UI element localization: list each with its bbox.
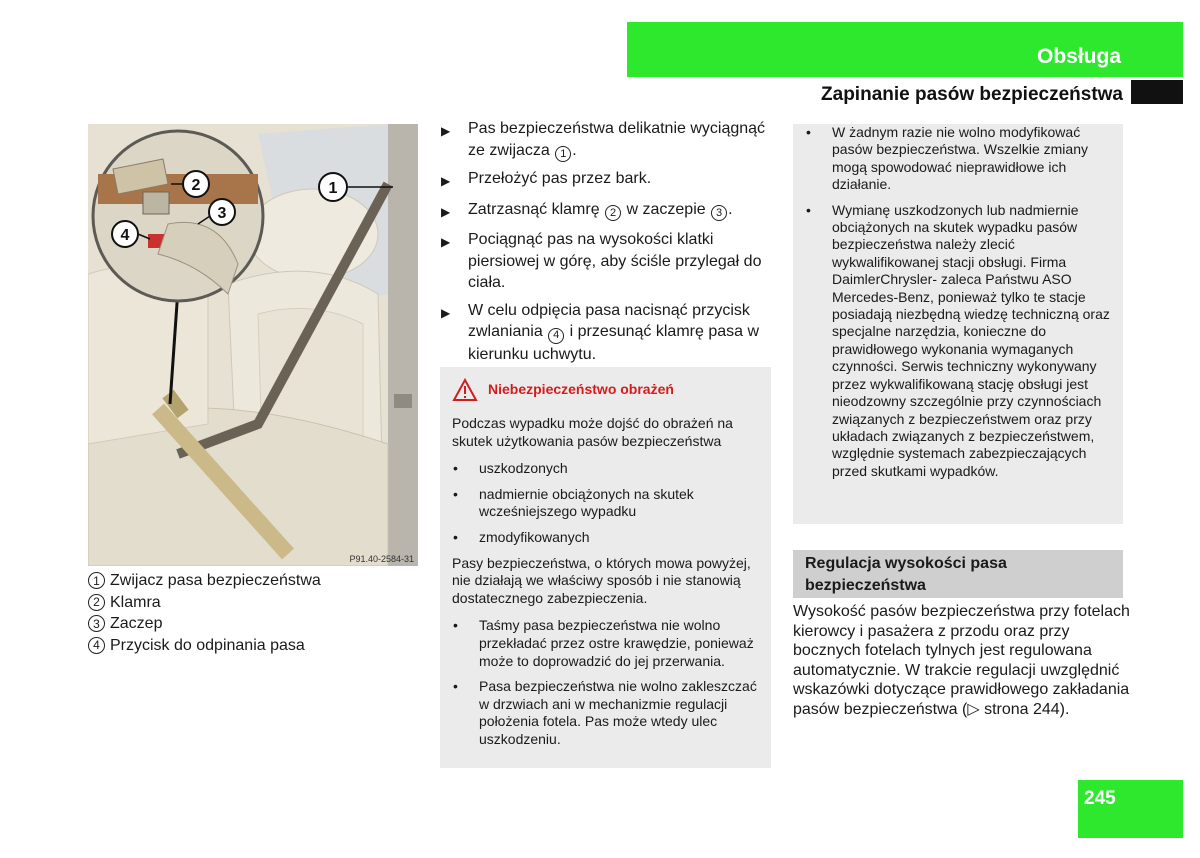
triangle-bullet-icon: ▶ xyxy=(441,235,451,249)
triangle-bullet-icon: ▶ xyxy=(441,174,451,188)
legend-item: 2 Klamra xyxy=(88,592,321,614)
triangle-bullet-icon: ▶ xyxy=(441,204,451,219)
list-item: • Pasa bezpieczeństwa nie wolno zakleszczać w drzwiach ani w mechanizmie regulacji położenia fotela. Pas może wtedy ulec uszkodzeniu. xyxy=(453,678,757,747)
list-item: • uszkodzonych xyxy=(453,460,568,477)
header-marker xyxy=(1131,80,1183,104)
list-item: • W żadnym razie nie wolno modyfikować pasów bezpieczeństwa. Wszelkie zmiany mogą spowodować nieprawidłowe ich działanie. xyxy=(806,124,1088,193)
section-header-bar xyxy=(627,22,1183,77)
list-item: • nadmiernie obciążonych na skutek wcześniejszego wypadku xyxy=(453,485,694,520)
notes-box xyxy=(793,124,1123,524)
step-item: ▶ Przełożyć pas przez bark. xyxy=(441,168,771,193)
step-item: ▶ W celu odpięcia pasa nacisnąć przycisk zwlaniania 4 i przesunąć klamrę pasa w kierunku uchwytu. xyxy=(441,300,771,366)
step-item: ▶ Pociągnąć pas na wysokości klatki piersiowej w górę, aby ściśle przylegał do ciała. xyxy=(441,229,771,294)
figure-code: P91.40-2584-31 xyxy=(349,554,414,564)
section-title: Obsługa xyxy=(1036,45,1121,68)
triangle-bullet-icon: ▶ xyxy=(441,305,451,320)
section-heading: Regulacja wysokości pasa bezpieczeństwa xyxy=(793,550,1123,598)
svg-text:2: 2 xyxy=(191,177,201,194)
section-body: Wysokość pasów bezpieczeństwa przy fotelach kierowcy i pasażera z przodu oraz przy bocznych fotelach tylnych jest regulowana automatycznie. W trakcie regulacji uwzględnić wskazówki dotyczące prawidłowego zakładania pasów bezpieczeństwa (▷ strona 244). xyxy=(793,603,1130,718)
svg-text:4: 4 xyxy=(120,227,130,244)
warning-box xyxy=(440,367,771,768)
warning-heading: Niebezpieczeństwo obrażeń xyxy=(452,377,759,403)
warning-paragraph: Pasy bezpieczeństwa, o których mowa powyżej, nie działają we właściwy sposób i nie stanowią dostatecznego zabezpieczenia. xyxy=(452,554,751,606)
list-item: • Taśmy pasa bezpieczeństwa nie wolno przekładać przez ostre krawędzie, ponieważ może to doprowadzić do jej przerwania. xyxy=(453,617,754,669)
svg-text:3: 3 xyxy=(217,205,227,222)
page-number: 245 xyxy=(1078,780,1183,838)
legend-item: 4 Przycisk do odpinania pasa xyxy=(88,635,321,657)
list-item: • Wymianę uszkodzonych lub nadmiernie obciążonych na skutek wypadku pasów bezpieczeństwa należy zlecić wykwalifikowanej stacji obsługi. Firma DaimlerChrysler- zaleca Państwu ASO Mercedes-Benz, ponieważ tylko te stacje posiadają niezbędną wiedzę techniczną oraz specjalne narzędzia, konieczne do prawidłowego wykonania wymaganych czynności. Serwis techniczny wykonywany przez wykwalifikowaną stację obsługi jest nieodzowny szczególnie przy czynnościach związanych z bezpieczeństwem oraz przy układach związanych z bezpieczeństwem, względnie systemach zabezpieczających przed skutkami wypadków. xyxy=(806,201,1110,479)
triangle-bullet-icon: ▶ xyxy=(441,124,451,138)
page-subtitle: Zapinanie pasów bezpieczeństwa xyxy=(821,84,1123,105)
legend-item: 3 Zaczep xyxy=(88,613,321,635)
step-item: ▶ Pas bezpieczeństwa delikatnie wyciągnąć ze zwijacza 1 . xyxy=(441,118,771,162)
list-item: • zmodyfikowanych xyxy=(453,528,590,545)
svg-text:1: 1 xyxy=(328,180,338,197)
warning-intro: Podczas wypadku może dojść do obrażeń na skutek użytkowania pasów bezpieczeństwa xyxy=(452,415,733,449)
warning-triangle-icon xyxy=(452,378,478,402)
legend-item: 1 Zwijacz pasa bezpieczeństwa xyxy=(88,570,321,592)
figure-legend xyxy=(88,570,321,656)
instruction-steps xyxy=(441,118,771,371)
step-item: ▶ Zatrzasnąć klamrę 2 w zaczepie 3 . xyxy=(441,199,771,224)
seatbelt-illustration xyxy=(88,124,418,566)
